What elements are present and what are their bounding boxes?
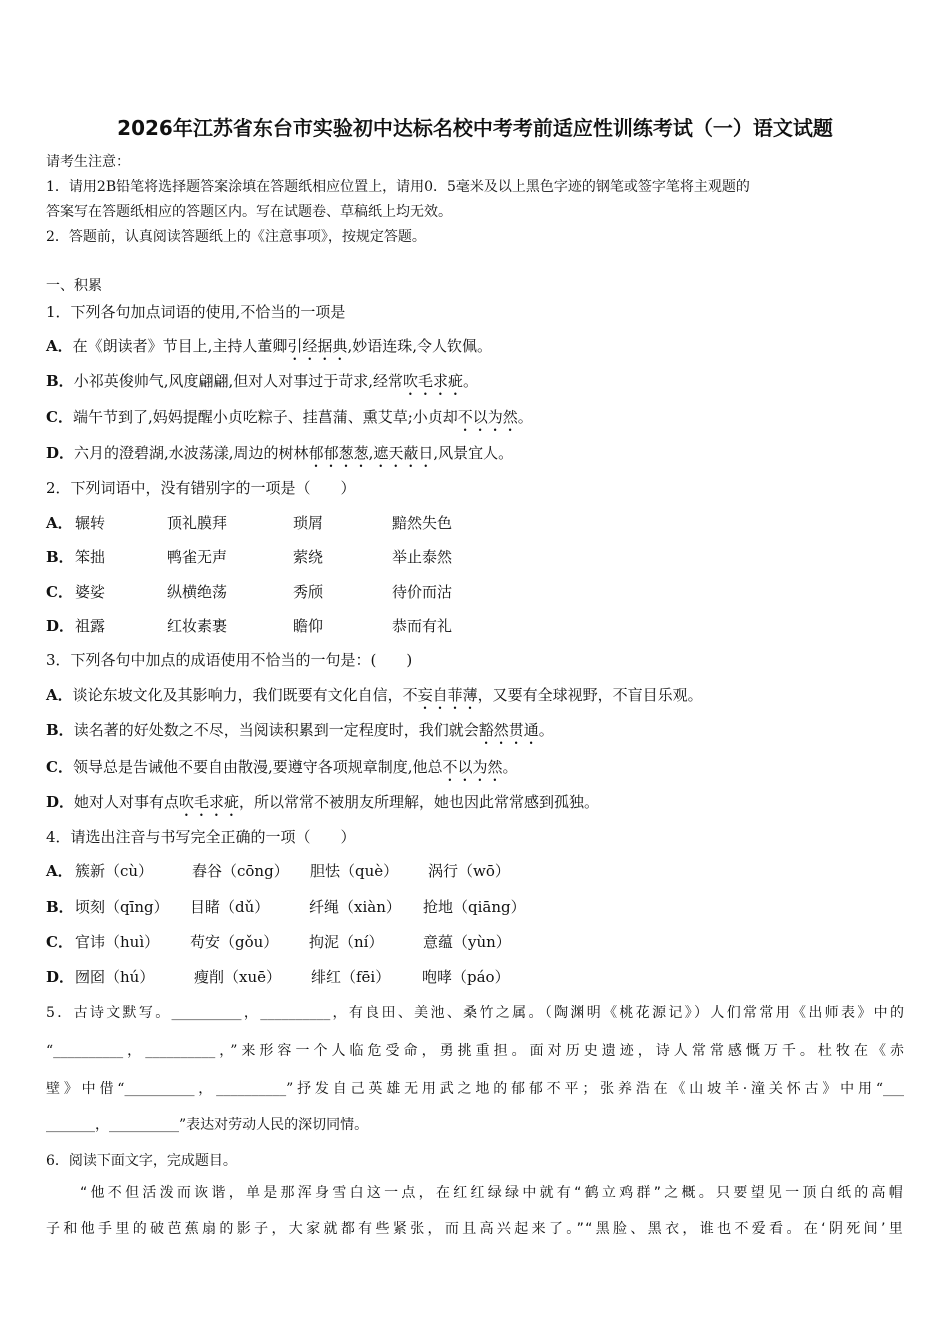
option-text: ,风景宜人。 bbox=[433, 444, 514, 462]
option-label: A． bbox=[46, 514, 73, 532]
option-word: 恭而有礼 bbox=[392, 617, 453, 635]
option-label: B． bbox=[46, 372, 74, 390]
dotted-phrase: 吹毛求疵 bbox=[403, 372, 464, 390]
q5-line-1: 5．古诗文默写。__________，__________，有良田、美池、桑竹之属。（陶渊明《桃花源记》）人们常常用《出师表》中的 bbox=[46, 1005, 904, 1021]
option-word: 簇新（cù） bbox=[75, 862, 154, 880]
option-word: 顷刻（qīng） bbox=[75, 898, 169, 916]
option-word: 舂谷（cōng） bbox=[192, 862, 289, 880]
option-text: 六月的澄碧湖,水波荡漾,周边的树林 bbox=[74, 444, 309, 462]
option-text: 。 bbox=[517, 408, 533, 426]
option-word: 秀颀 bbox=[293, 583, 324, 601]
q1-stem: 1．下列各句加点词语的使用,不恰当的一项是 bbox=[46, 303, 346, 321]
option-word: 胆怯（què） bbox=[310, 862, 399, 880]
option-word: 祖露 bbox=[75, 617, 106, 635]
option-word: 萦绕 bbox=[293, 548, 324, 566]
option-word: 目睹（dǔ） bbox=[190, 898, 270, 916]
q1-option-d bbox=[46, 443, 513, 471]
option-word: 瘦削（xuē） bbox=[194, 968, 281, 986]
q5-line-4: _______，__________”表达对劳动人民的深切同情。 bbox=[46, 1117, 369, 1133]
option-word: 囫囵（hú） bbox=[75, 968, 155, 986]
option-word: 琐屑 bbox=[293, 514, 324, 532]
dotted-phrase: 不以为然 bbox=[442, 758, 503, 776]
notice-line-2: 2．答题前，认真阅读答题纸上的《注意事项》，按规定答题。 bbox=[46, 229, 426, 245]
option-word: 绯红（fēi） bbox=[311, 968, 391, 986]
option-text: 领导总是告诫他不要自由散漫,要遵守各项规章制度,他总 bbox=[72, 758, 443, 776]
dotted-phrase: 郁郁葱葱 bbox=[308, 444, 369, 462]
section-heading: 一、积累 bbox=[46, 278, 102, 294]
option-text: ，所以常常不被朋友所理解，她也因此常常感到孤独。 bbox=[239, 793, 600, 811]
option-label: D． bbox=[46, 617, 75, 635]
option-label: A． bbox=[46, 686, 73, 704]
option-word: 涡行（wō） bbox=[428, 862, 510, 880]
option-text: 小祁英俊帅气,风度翩翩,但对人对事过于苛求,经常 bbox=[73, 372, 403, 390]
q3-option-b bbox=[46, 720, 554, 748]
option-label: D． bbox=[46, 968, 75, 986]
option-word: 抢地（qiāng） bbox=[423, 898, 526, 916]
option-text: 读名著的好处数之不尽，当阅读积累到一定程度时，我们就会 bbox=[73, 721, 479, 739]
q3-option-a bbox=[46, 685, 703, 713]
option-text: 。 bbox=[538, 721, 554, 739]
option-word: 顶礼膜拜 bbox=[167, 514, 228, 532]
option-text: 。 bbox=[502, 758, 518, 776]
option-word: 红妆素裹 bbox=[167, 617, 228, 635]
option-word: 咆哮（páo） bbox=[422, 968, 510, 986]
option-word: 笨拙 bbox=[75, 548, 106, 566]
notice-line-1b: 答案写在答题纸相应的答题区内。写在试题卷、草稿纸上均无效。 bbox=[46, 204, 452, 220]
q3-stem: 3．下列各句中加点的成语使用不恰当的一句是：( ) bbox=[46, 651, 413, 669]
q5-line-3: 壁》中借“__________，__________”抒发自己英雄无用武之地的郁郁不平；张养浩在《山坡羊·潼关怀古》中用“___ bbox=[46, 1081, 904, 1097]
option-label: C． bbox=[46, 758, 73, 776]
option-word: 意蕴（yùn） bbox=[423, 933, 511, 951]
q1-option-b bbox=[46, 371, 478, 399]
q5-line-2: “__________，__________，”来形容一个人临危受命，勇挑重担。面对历史遗迹，诗人常常感慨万千。杜牧在《赤 bbox=[46, 1043, 904, 1059]
option-word: 瞻仰 bbox=[293, 617, 324, 635]
q6-passage-line-2: 子和他手里的破芭蕉扇的影子，大家就都有些紧张，而且高兴起来了。”“黑脸、黑衣，谁也不爱看。在‘阴死间’里 bbox=[46, 1221, 904, 1237]
option-label: B． bbox=[46, 721, 74, 739]
q6-passage-line-1: “他不但活泼而诙谐，单是那浑身雪白这一点，在红红绿绿中就有“鹤立鸡群”之概。只要望见一顶白纸的高帽 bbox=[80, 1185, 904, 1201]
notice-heading: 请考生注意： bbox=[46, 154, 130, 170]
option-word: 辗转 bbox=[75, 514, 106, 532]
option-word: 纵横绝荡 bbox=[167, 583, 228, 601]
option-label: A． bbox=[46, 337, 73, 355]
dotted-phrase: 遮天蔽日 bbox=[373, 444, 434, 462]
option-label: C． bbox=[46, 933, 73, 951]
option-text: ，又要有全球视野，不盲目乐观。 bbox=[477, 686, 703, 704]
option-word: 鸭雀无声 bbox=[167, 548, 228, 566]
dotted-phrase: 引经据典 bbox=[287, 337, 348, 355]
dotted-phrase: 豁然贯通 bbox=[478, 721, 539, 739]
option-word: 官讳（huì） bbox=[75, 933, 160, 951]
dotted-phrase: 吹毛求疵 bbox=[179, 793, 240, 811]
notice-line-1a: 1．请用2B铅笔将选择题答案涂填在答题纸相应位置上，请用0．5毫米及以上黑色字迹的钢笔或签字笔将主观题的 bbox=[46, 179, 750, 195]
dotted-phrase: 不以为然 bbox=[457, 408, 518, 426]
q3-option-d bbox=[46, 792, 599, 820]
dotted-phrase: 妄自菲薄 bbox=[417, 686, 478, 704]
option-label: C． bbox=[46, 583, 73, 601]
option-label: D． bbox=[46, 444, 75, 462]
option-word: 待价而沽 bbox=[392, 583, 453, 601]
q4-stem: 4．请选出注音与书写完全正确的一项（ ） bbox=[46, 828, 356, 846]
option-label: C． bbox=[46, 408, 73, 426]
q1-option-c bbox=[46, 407, 533, 435]
option-text: 在《朗读者》节目上,主持人董卿 bbox=[72, 337, 288, 355]
option-word: 婆娑 bbox=[75, 583, 106, 601]
page-title: 2026年江苏省东台市实验初中达标名校中考考前适应性训练考试（一）语文试题 bbox=[117, 116, 833, 140]
option-word: 拘泥（ní） bbox=[309, 933, 384, 951]
option-text: 她对人对事有点 bbox=[74, 793, 180, 811]
option-label: A． bbox=[46, 862, 73, 880]
q3-option-c bbox=[46, 757, 518, 785]
option-text: 。 bbox=[463, 372, 479, 390]
option-word: 纤绳（xiàn） bbox=[309, 898, 401, 916]
option-label: B． bbox=[46, 548, 74, 566]
option-text: 端午节到了,妈妈提醒小贞吃粽子、挂菖蒲、熏艾草;小贞却 bbox=[72, 408, 458, 426]
q6-stem: 6．阅读下面文字，完成题目。 bbox=[46, 1153, 237, 1169]
option-word: 举止泰然 bbox=[392, 548, 453, 566]
option-text: 谈论东坡文化及其影响力，我们既要有文化自信，不 bbox=[72, 686, 418, 704]
q2-stem: 2．下列词语中，没有错别字的一项是（ ） bbox=[46, 479, 356, 497]
q1-option-a bbox=[46, 336, 492, 364]
option-word: 黯然失色 bbox=[392, 514, 453, 532]
option-label: B． bbox=[46, 898, 74, 916]
option-label: D． bbox=[46, 793, 75, 811]
option-word: 苟安（gǒu） bbox=[190, 933, 279, 951]
option-text: , bbox=[368, 444, 374, 462]
option-text: ,妙语连珠,令人钦佩。 bbox=[347, 337, 492, 355]
